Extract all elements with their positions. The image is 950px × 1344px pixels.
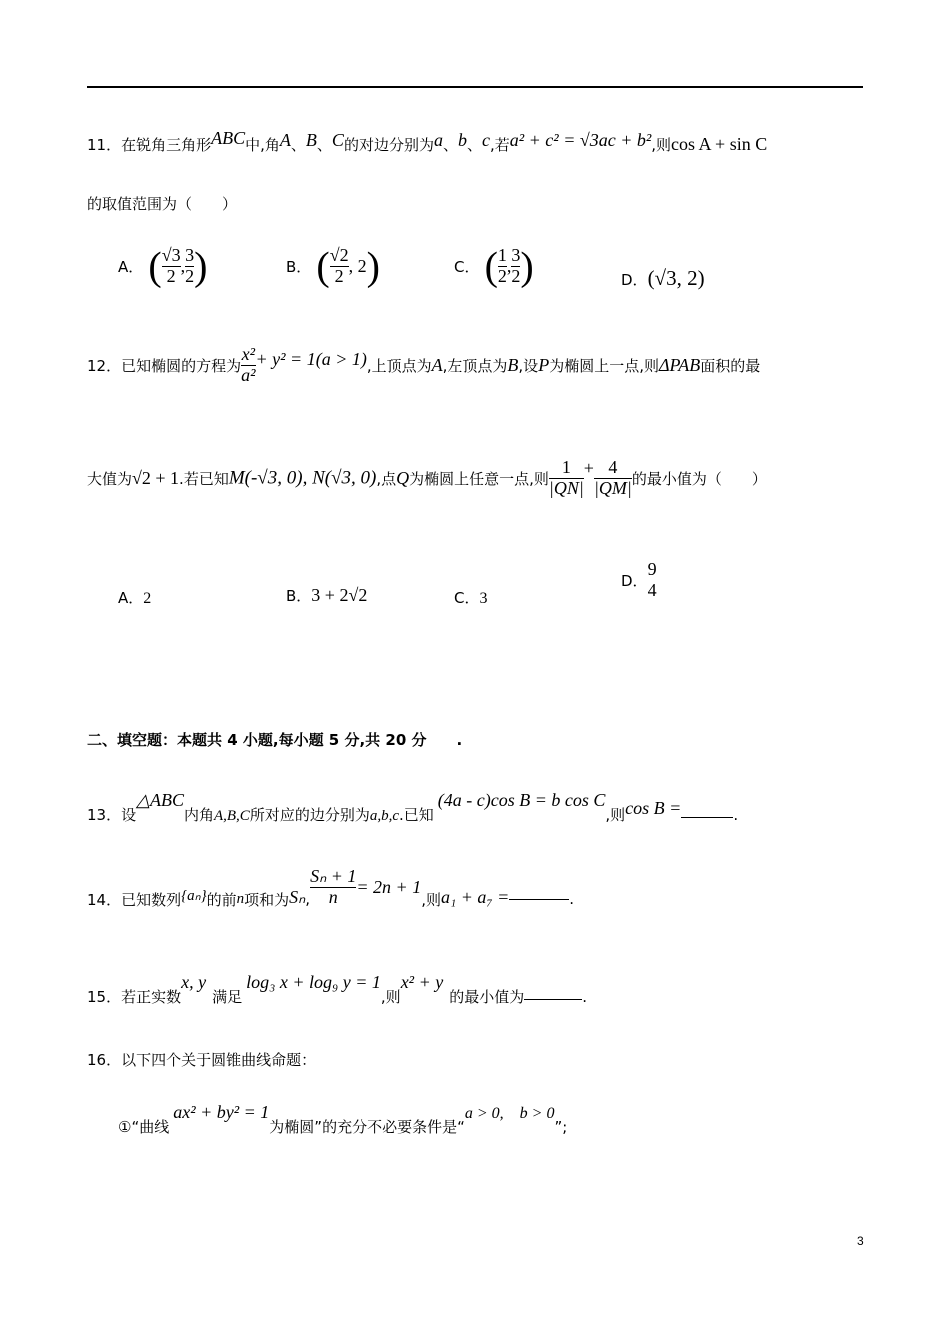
q15-number: 15． bbox=[87, 988, 122, 1006]
q12-option-b: B．3 + 2√2 bbox=[286, 585, 368, 605]
question-13: 13．设△ABC内角A,B,C所对应的边分别为a,b,c.已知(4a - c)cos B = b cos C,则cos B = . bbox=[87, 790, 739, 824]
question-12-line-2: 大值为√2 + 1.若已知M(-√3, 0), N(√3, 0),点Q为椭圆上任意一点,则 $\frac{1}{|QN|}$ + $\frac{4}{|QM|}$ 的最小值为（ ） bbox=[87, 457, 767, 498]
q11-option-a: A． ( $\frac{√3}{2}$ , $\frac{3}{2}$ ) bbox=[118, 243, 208, 289]
q11-option-c: C． ( $\frac{1}{2}$ , $\frac{3}{2}$ ) bbox=[454, 243, 534, 289]
q16-curve-equation: ax² + by² = 1 bbox=[173, 1102, 270, 1122]
question-12-line-1: 12．已知椭圆的方程为 $\frac{\text{x²}}{\text{a²}}$ + y² = 1(a > 1),上顶点为A,左顶点为B,设P为椭圆上一点,则ΔPAB面积的最 bbox=[87, 344, 761, 385]
section-title: 二、填空题：本题共 4 小题,每小题 5 分,共 20 分 . bbox=[87, 731, 463, 749]
q11-equation: a² + c² = √3ac + b² bbox=[509, 130, 652, 150]
q12-number: 12． bbox=[87, 356, 122, 375]
question-14: 14．已知数列{aₙ}的前n项和为Sₙ, $\frac{\text{Sₙ + 1}}{n}$ = 2n + 1,则a₁ + a₇ = . bbox=[87, 866, 575, 909]
q16-number: 16． bbox=[87, 1051, 122, 1069]
question-11-line-1: 11．在锐角三角形ABC中,角A、B、C的对边分别为a、b、c,若a² + c² = √3ac + b²,则cos A + sin C bbox=[87, 128, 768, 154]
q11-option-d: D．(√3, 2) bbox=[621, 266, 705, 290]
q12-option-c: C．3 bbox=[454, 589, 488, 607]
q11-expression: cos A + sin C bbox=[671, 134, 768, 154]
q15-answer-blank[interactable] bbox=[524, 999, 582, 1000]
question-11-line-2: 的取值范围为（ ） bbox=[87, 195, 238, 213]
q11-number: 11． bbox=[87, 136, 122, 154]
q11-option-b: B． ( $\frac{√2}{2}$ , 2) bbox=[286, 243, 380, 289]
q13-number: 13． bbox=[87, 806, 122, 824]
question-15: 15．若正实数x, y满足log₃ x + log₉ y = 1,则x² + y的最小值为 . bbox=[87, 972, 588, 1006]
q12-option-d: D． 9 4 bbox=[621, 559, 657, 600]
page-number: 3 bbox=[857, 1234, 864, 1248]
q13-equation: (4a - c)cos B = b cos C bbox=[437, 790, 606, 810]
header-rule bbox=[87, 86, 863, 88]
q13-answer-blank[interactable] bbox=[681, 817, 733, 818]
q12-option-a: A．2 bbox=[118, 589, 152, 607]
q14-number: 14． bbox=[87, 890, 122, 909]
q15-equation: log₃ x + log₉ y = 1 bbox=[246, 972, 381, 992]
question-16: 16．以下四个关于圆锥曲线命题： bbox=[87, 1051, 317, 1069]
q16-item-1: ①“曲线ax² + by² = 1为椭圆”的充分不必要条件是“a > 0, b > 0”; bbox=[118, 1102, 568, 1136]
q14-answer-blank[interactable] bbox=[509, 899, 569, 900]
